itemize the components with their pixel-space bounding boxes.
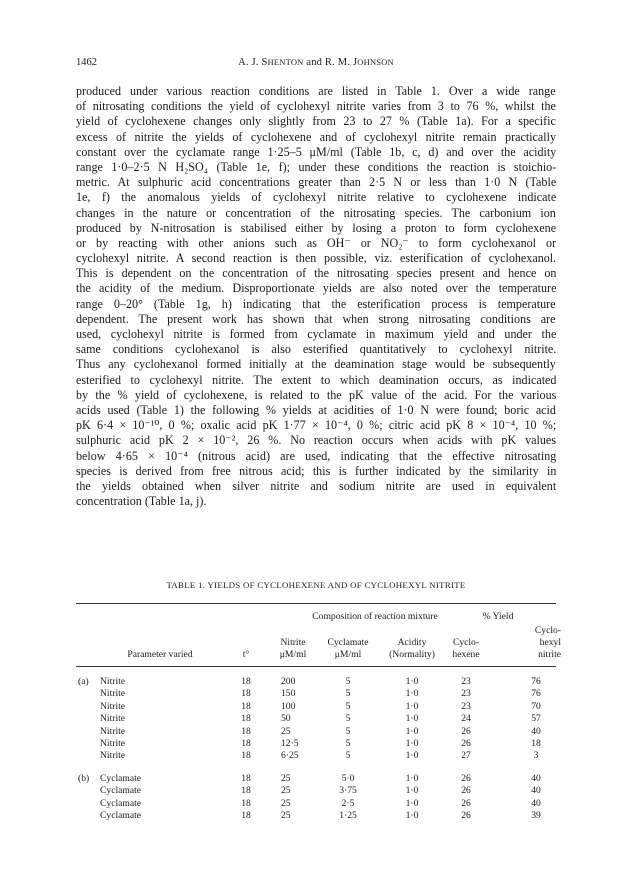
cell-cyclohexene: 23 [461,688,471,700]
cell-temp: 18 [241,785,251,797]
cell-cyclohexyl-nitrite: 76 [531,676,541,687]
cell-cyclamate: 5 [345,738,351,749]
cell-parameter: Nitrite [100,713,126,725]
cell-nitrite: 25 [281,810,291,821]
cell-cyclohexene: 26 [461,785,471,797]
cell-nitrite: 25 [281,797,291,809]
cell-temp: 18 [241,750,251,762]
cell-cyclamate: 5 [345,713,351,725]
text-line: concentration (Table 1a, j). [76,494,207,509]
cell-temp: 18 [241,688,251,700]
cell-temp: 18 [241,700,251,712]
cell-cyclohexene: 23 [461,700,471,712]
cell-acidity: 1·0 [405,688,419,700]
group-label: (b) [78,772,90,784]
cell-cyclamate: 5 [345,676,351,687]
cell-cyclamate: 5 [345,688,351,700]
col-header-cyclohexyl-nitrite: hexyl [539,637,561,648]
text-line: used, cyclohexyl nitrite is formed from cyclamate in maximum yield and under the [76,327,556,341]
table-rule [76,666,556,667]
cell-nitrite: 200 [281,676,296,687]
cell-temp: 18 [241,772,251,784]
text-line: acids used (Table 1) the following % yields at acidities of 1·0 N were found; boric acid [76,402,556,417]
cell-temp: 18 [241,713,251,725]
col-header-cyclamate: Cyclamate [327,637,369,648]
text-line: of nitrosating conditions the yield of cyclohexyl nitrite varies from 3 to 76 %, whilst the [76,99,556,114]
cell-acidity: 1·0 [405,725,419,737]
cell-acidity: 1·0 [405,797,419,809]
cell-cyclohexyl-nitrite: 76 [531,688,541,700]
cell-parameter: Nitrite [100,725,126,737]
cell-acidity: 1·0 [405,785,419,797]
author-part: A. J. S [238,57,268,68]
cell-nitrite: 25 [281,772,291,784]
col-header-acidity: (Normality) [389,649,435,660]
cell-acidity: 1·0 [405,772,419,784]
text-line: esterified to cyclohexyl nitrite. The extent to which deamination occurs, as indicated [76,372,556,387]
cell-cyclohexyl-nitrite: 57 [531,713,541,725]
col-header-temp: t° [242,649,250,660]
cell-parameter: Nitrite [100,688,126,700]
text-line: cyclohexyl nitrite. A second reaction is then possible, viz. esterification of cyclohexanol. [76,251,556,266]
text-line: by the % yield of cyclohexene, is related to the pK value of the acid. For the various [76,387,556,402]
col-header-cyclamate: μM/ml [334,649,362,660]
cell-acidity: 1·0 [405,810,419,821]
text-line: or by reacting with other anions such as OH⁻ or NO₂⁻ to form cyclohexanol or [76,235,556,250]
cell-cyclohexene: 26 [461,797,471,809]
author-part: HENTON [267,57,304,67]
yield-group-header: % Yield [482,611,514,622]
cell-parameter: Nitrite [100,738,126,749]
cell-cyclamate: 1·25 [339,810,357,821]
cell-acidity: 1·0 [405,738,419,749]
text-line: This is dependent on the concentration of the nitrosating species present and hence on [76,266,556,281]
cell-nitrite: 25 [281,785,291,797]
text-line: excess of nitrite the yields of cyclohexene and of cyclohexyl nitrite remain practically [76,129,556,144]
col-header-cyclohexyl-nitrite: Cyclo- [534,625,561,636]
cell-temp: 18 [241,738,251,749]
cell-temp: 18 [241,676,251,687]
page-number: 1462 [76,57,97,68]
cell-cyclohexyl-nitrite: 18 [531,738,541,749]
cell-nitrite: 100 [281,700,296,712]
cell-parameter: Cyclamate [100,810,142,821]
text-line: sulphuric acid pK 2 × 10⁻², 26 %. No reaction occurs when acids with pK values [76,433,556,448]
cell-nitrite: 25 [281,725,291,737]
cell-cyclohexyl-nitrite: 40 [531,797,541,809]
cell-cyclohexene: 26 [461,772,471,784]
text-line: range 1·0–2·5 N H₂SO₄ (Table 1e, f); under these conditions the reaction is stoichio- [76,159,556,174]
cell-cyclohexyl-nitrite: 70 [531,700,541,712]
text-line: 1e, f) the anomalous yields of cyclohexyl nitrite relative to cyclohexene indicate [76,190,556,205]
cell-cyclohexene: 26 [461,738,471,749]
cell-cyclamate: 5 [345,750,351,762]
text-line: Thus any cyclohexanol formed initially at the deamination stage would be subsequently [76,357,556,372]
cell-cyclamate: 3·75 [339,785,357,797]
table-rule [76,603,556,604]
cell-nitrite: 50 [281,713,291,725]
col-header-acidity: Acidity [397,637,427,648]
text-line: changes in the nature or concentration of the nitrosating species. The carbonium ion [76,205,556,220]
cell-parameter: Nitrite [100,700,126,712]
cell-nitrite: 6·25 [281,750,299,762]
col-header-cyclohexene: Cyclo- [452,637,480,648]
text-line: the yields obtained when silver nitrite and sodium nitrite are used in equivalent [76,478,556,493]
cell-cyclohexyl-nitrite: 40 [531,772,541,784]
cell-acidity: 1·0 [405,750,419,762]
col-header-nitrite: μM/ml [279,649,307,660]
text-line: metric. At sulphuric acid concentrations greater than 2·5 N or less than 1·0 N (Table [76,175,556,190]
cell-acidity: 1·0 [405,676,419,687]
cell-cyclamate: 5·0 [341,772,355,784]
col-header-parameter: Parameter varied [127,649,193,660]
text-line: species is derived from free nitrous acid; this is further indicated by the similarity in [76,463,556,478]
cell-parameter: Cyclamate [100,797,142,809]
cell-cyclohexene: 26 [461,810,471,821]
cell-cyclohexyl-nitrite: 40 [531,785,541,797]
composition-group-header: Composition of reaction mixture [312,611,438,622]
col-header-cyclohexyl-nitrite: nitrite [538,649,561,660]
cell-cyclohexene: 26 [461,725,471,737]
col-header-cyclohexene: hexene [452,649,480,660]
text-line: below 4·65 × 10⁻⁴ (nitrous acid) are used, indicating that the effective nitrosating [76,448,556,463]
cell-cyclohexyl-nitrite: 39 [531,810,541,821]
cell-temp: 18 [241,810,251,821]
text-line: pK 6·4 × 10⁻¹⁰, 0 %; oxalic acid pK 1·77 × 10⁻⁴, 0 %; citric acid pK 8 × 10⁻⁴, 10 %; [76,418,556,433]
cell-parameter: Nitrite [100,750,126,762]
cell-nitrite: 150 [281,688,296,700]
text-line: range 0–20° (Table 1g, h) indicating that the esterification process is temperature [76,296,556,311]
table-caption: TABLE 1. YIELDS OF CYCLOHEXENE AND OF CYCLOHEXYL NITRITE [166,580,466,590]
text-line: the acidity of the medium. Disproportionate yields are also noted over the temperature [76,281,556,296]
author-part: and R. M. J [303,57,358,68]
group-label: (a) [78,676,89,687]
body-paragraph [76,84,556,509]
cell-nitrite: 12·5 [281,738,299,749]
text-line: same conditions cyclohexanol is also esterified quantitatively to cyclohexyl nitrite. [76,342,556,357]
cell-parameter: Cyclamate [100,772,142,784]
cell-cyclohexyl-nitrite: 3 [533,750,539,762]
cell-cyclohexyl-nitrite: 40 [531,725,541,737]
text-line: produced by N-nitrosation is stabilised either by losing a proton to form cyclohexene [76,220,556,235]
cell-cyclamate: 5 [345,725,351,737]
cell-acidity: 1·0 [405,700,419,712]
cell-cyclohexene: 23 [461,676,471,687]
running-authors [76,57,556,68]
col-header-nitrite: Nitrite [280,637,306,648]
cell-parameter: Cyclamate [100,785,142,797]
running-header [76,57,556,71]
text-line: constant over the cyclamate range 1·25–5 μM/ml (Table 1b, c, d) and over the acidity [76,144,556,159]
text-line: yield of cyclohexene changes only slightly from 23 to 27 % (Table 1a). For a specific [76,114,556,129]
cell-parameter: Nitrite [100,676,126,687]
text-line: dependent. The present work has shown that when strong nitrosating conditions are [76,311,556,326]
cell-cyclohexene: 27 [461,750,471,762]
cell-acidity: 1·0 [405,713,419,725]
cell-cyclohexene: 24 [461,713,471,725]
cell-temp: 18 [241,725,251,737]
cell-cyclamate: 5 [345,700,351,712]
cell-temp: 18 [241,797,251,809]
author-part: OHNSON [357,57,394,67]
cell-cyclamate: 2·5 [341,797,355,809]
text-line: produced under various reaction conditions are listed in Table 1. Over a wide range [76,84,556,98]
